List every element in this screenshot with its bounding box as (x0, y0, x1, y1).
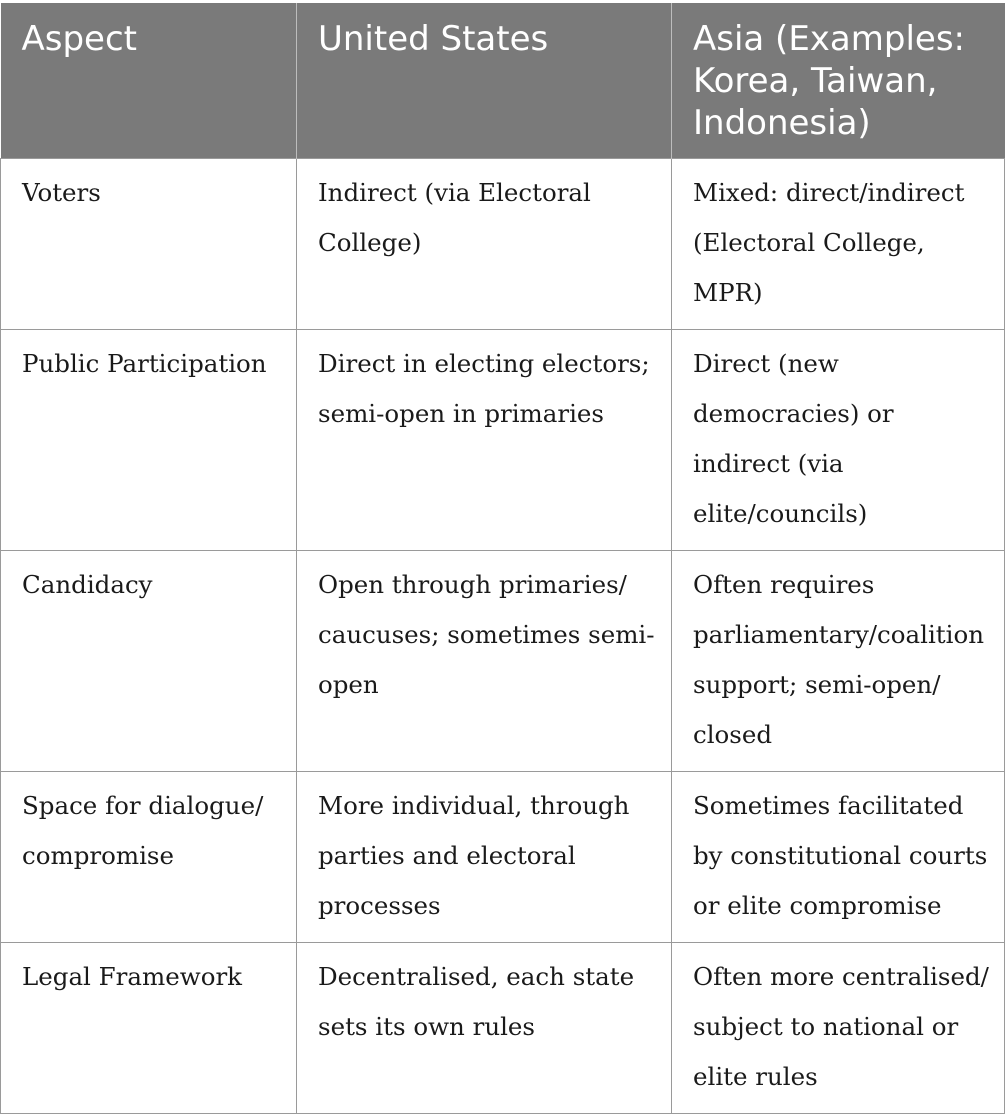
cell-asia: Often more centralised/ subject to national or elite rules (672, 943, 1005, 1114)
cell-aspect: Legal Framework (1, 943, 297, 1114)
cell-united-states: Direct in electing electors; semi-open in primaries (297, 330, 672, 551)
cell-united-states: Indirect (via Electoral College) (297, 159, 672, 330)
cell-asia: Often requires parliamentary/coalition support; semi-open/ closed (672, 551, 1005, 772)
cell-united-states: Open through primaries/ caucuses; sometimes semi-open (297, 551, 672, 772)
table-header (1, 3, 1005, 159)
cell-united-states: Decentralised, each state sets its own rules (297, 943, 672, 1114)
cell-asia: Mixed: direct/indirect (Electoral College, MPR) (672, 159, 1005, 330)
cell-aspect: Candidacy (1, 551, 297, 772)
table-row (1, 159, 1005, 330)
table-row (1, 330, 1005, 551)
comparison-table (0, 3, 1005, 1114)
header-united-states: United States (297, 3, 672, 159)
table-row (1, 551, 1005, 772)
cell-asia: Sometimes facilitated by constitutional courts or elite compromise (672, 772, 1005, 943)
table-body (1, 159, 1005, 1114)
cell-asia: Direct (new democracies) or indirect (via elite/councils) (672, 330, 1005, 551)
cell-united-states: More individual, through parties and electoral processes (297, 772, 672, 943)
table-row (1, 772, 1005, 943)
table-row (1, 943, 1005, 1114)
cell-aspect: Space for dialogue/ compromise (1, 772, 297, 943)
header-asia: Asia (Examples: Korea, Taiwan, Indonesia) (672, 3, 1005, 159)
header-row (1, 3, 1005, 159)
cell-aspect: Public Participation (1, 330, 297, 551)
header-aspect: Aspect (1, 3, 297, 159)
cell-aspect: Voters (1, 159, 297, 330)
